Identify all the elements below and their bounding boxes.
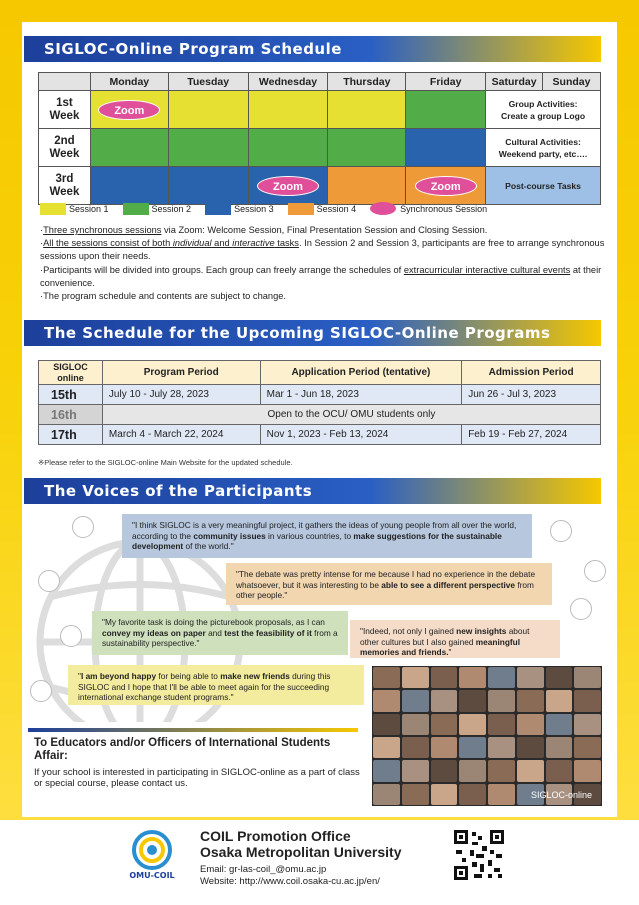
q4-b: new insights (456, 626, 507, 636)
w1-thursday (328, 91, 406, 129)
legend-swatch (288, 203, 314, 215)
photo-tile (459, 667, 486, 688)
legend-label: Session 4 (316, 203, 357, 214)
week-1-label (39, 91, 91, 129)
photo-tile (546, 690, 573, 711)
educators-text: If your school is interested in participating in SIGLOC-online as a part of class or special course, please contact us. (34, 767, 360, 789)
q2-b: able to see a different perspective (381, 579, 516, 590)
q5-f: " (230, 692, 234, 703)
legend-session-1 (40, 203, 109, 215)
photo-tile (402, 714, 429, 735)
footer-email[interactable]: Email: gr-las-coil_@omu.ac.jp (200, 864, 327, 875)
w3-monday (90, 167, 168, 205)
edition-17: 17th (39, 425, 103, 445)
person-icon (72, 516, 94, 538)
q1-e: of the world." (183, 541, 234, 552)
zoom-badge: Zoom (257, 176, 319, 196)
days-header-row (39, 73, 601, 91)
week-1-word: Week (49, 109, 80, 122)
note-4-text: The program schedule and contents are subject to change. (43, 291, 287, 302)
program-period-17: March 4 - March 22, 2024 (102, 425, 260, 445)
week-1-row (39, 91, 601, 129)
educators-divider (28, 728, 358, 732)
q2-c: from other people." (236, 579, 534, 601)
photo-tile (574, 760, 601, 781)
note-3-b: at their convenience. (40, 264, 602, 288)
quote-bubble-1 (122, 514, 532, 558)
day-friday: Friday (406, 73, 486, 91)
q5-b: I am beyond happy (80, 671, 157, 681)
zoom-badge: Zoom (98, 100, 160, 120)
footer-title (200, 828, 402, 860)
q4-e: " (448, 647, 452, 658)
q3-e: from a sustainability perspective." (102, 627, 338, 649)
photo-tile (459, 784, 486, 805)
note-3-a: Participants will be divided into groups. Each group can freely arrange the schedules of (43, 264, 404, 275)
day-wednesday: Wednesday (248, 73, 328, 91)
quote-bubble-5 (68, 665, 364, 705)
corner-cell (39, 73, 91, 91)
photo-tile (402, 760, 429, 781)
table-row (39, 385, 601, 405)
w1-wednesday (248, 91, 328, 129)
q4-a: "Indeed, not only I gained (360, 626, 457, 636)
photo-tile (546, 737, 573, 758)
photo-tile (373, 784, 400, 805)
w3-thursday (328, 167, 406, 205)
w2-wednesday (248, 129, 328, 167)
educators-box (34, 737, 364, 789)
photo-tile (373, 737, 400, 758)
day-monday: Monday (90, 73, 168, 91)
person-icon (60, 625, 82, 647)
person-icon (38, 570, 60, 592)
quote-bubble-3 (92, 611, 348, 655)
legend-oval (370, 202, 396, 215)
person-icon (584, 560, 606, 582)
legend-session-4 (288, 203, 357, 215)
note-1-text: via Zoom: Welcome Session, Final Presentation Session and Closing Session. (161, 225, 488, 235)
w2-weekend-line2: Weekend party, etc…. (498, 148, 588, 159)
zoom-badge: Zoom (415, 176, 477, 196)
note-2-a: All the sessions consist of both (43, 238, 173, 249)
footer-office: COIL Promotion Office (200, 828, 351, 844)
photo-tile (402, 667, 429, 688)
w1-friday (406, 91, 486, 129)
photo-tile (373, 667, 400, 688)
q3-d: test the feasibility of it (224, 627, 312, 638)
legend-swatch (123, 203, 149, 215)
note-1: ·Three synchronous sessions via Zoom: Welcome Session, Final Presentation Session and Closing Session. (40, 225, 488, 235)
photo-tile (431, 690, 458, 711)
legend-label: Session 2 (151, 203, 192, 214)
q4-c: about other cultures but I also gained (360, 626, 530, 647)
w2-tuesday (168, 129, 248, 167)
section-title-upcoming: The Schedule for the Upcoming SIGLOC-Online Programs (24, 320, 601, 346)
table-row (39, 405, 601, 425)
week-2-row (39, 129, 601, 167)
section-title-voices: The Voices of the Participants (24, 478, 601, 504)
session-legend (40, 202, 497, 215)
week-2-word: Week (49, 147, 80, 160)
photo-tile (574, 667, 601, 688)
photo-tile (517, 667, 544, 688)
w3-tuesday (168, 167, 248, 205)
header-sigloc (39, 361, 103, 385)
legend-session-3 (205, 203, 274, 215)
day-saturday: Saturday (486, 73, 543, 91)
header-application-period: Application Period (tentative) (260, 361, 462, 385)
photo-tile (488, 784, 515, 805)
photo-tile (546, 714, 573, 735)
w1-tuesday (168, 91, 248, 129)
week-2-label (39, 129, 91, 167)
photo-tile (574, 714, 601, 735)
w3-wednesday (248, 167, 328, 205)
edition-16-note: Open to the OCU/ OMU students only (102, 405, 600, 425)
photo-tile (517, 690, 544, 711)
upcoming-header-row (39, 361, 601, 385)
footer-contact (200, 864, 380, 888)
q5-c: for being able to (156, 671, 221, 681)
quote-bubble-4 (350, 620, 560, 658)
photo-tile (373, 690, 400, 711)
week-1-num: 1st (56, 96, 73, 109)
week-3-label (39, 167, 91, 205)
week-2-num: 2nd (54, 134, 75, 147)
photo-tile (488, 714, 515, 735)
week-3-row (39, 167, 601, 205)
header-sigloc-l1: SIGLOC (53, 361, 88, 372)
person-icon (570, 598, 592, 620)
legend-label: Session 1 (69, 203, 109, 214)
q2-a: "The debate was pretty intense for me because I had no experience in the debate whatsoever, but it was interesting to be (236, 569, 536, 590)
photo-tile (488, 667, 515, 688)
w3-weekend: Post-course Tasks (486, 167, 601, 205)
footer-website[interactable]: Website: http://www.coil.osaka-cu.ac.jp/en/ (200, 876, 380, 887)
photo-tile (459, 760, 486, 781)
q1-c: in various countries, to (265, 530, 354, 541)
legend-swatch (205, 203, 231, 215)
photo-tile (488, 760, 515, 781)
photo-tile (402, 690, 429, 711)
q3-c: and (205, 627, 225, 638)
q3-a: "My favorite task is doing the picturebook proposals, as I can (102, 617, 325, 627)
note-2-and: and (211, 238, 233, 249)
legend-session-2 (123, 203, 192, 215)
q5-e: during this SIGLOC and I hope that I'll be able to meet again for the succeeding international exchange student programs. (78, 671, 331, 703)
upcoming-footnote: ※Please refer to the SIGLOC-online Main Website for the updated schedule. (38, 458, 293, 467)
note-1-underlined: Three synchronous sessions (43, 225, 162, 235)
w1-weekend (486, 91, 601, 129)
table-row (39, 425, 601, 445)
admission-period-17: Feb 19 - Feb 27, 2024 (462, 425, 601, 445)
photo-label: SIGLOC-online (530, 790, 592, 800)
quote-bubble-2 (226, 563, 552, 605)
w1-weekend-line2: Create a group Logo (501, 110, 586, 121)
photo-tile (546, 760, 573, 781)
photo-tile (373, 714, 400, 735)
edition-15: 15th (39, 385, 103, 405)
educators-title: To Educators and/or Officers of International Students Affair: (34, 737, 331, 762)
w1-monday (90, 91, 168, 129)
photo-tile (431, 784, 458, 805)
week-3-word: Week (49, 185, 80, 198)
photo-tile (517, 714, 544, 735)
participants-photo (372, 666, 602, 806)
legend-sync (370, 202, 487, 215)
edition-16: 16th (39, 405, 103, 425)
w2-weekend-line1: Cultural Activities: (505, 136, 581, 147)
photo-tile (574, 737, 601, 758)
logo-text: OMU-COIL (129, 871, 175, 880)
day-sunday: Sunday (543, 73, 601, 91)
note-2-tasks: tasks (274, 238, 299, 249)
upcoming-programs-table (38, 360, 601, 445)
application-period-15: Mar 1 - Jun 18, 2023 (260, 385, 462, 405)
photo-tile (402, 737, 429, 758)
legend-label: Session 3 (234, 203, 274, 214)
qr-code[interactable] (454, 830, 504, 880)
w1-weekend-line1: Group Activities: (508, 98, 578, 109)
day-tuesday: Tuesday (168, 73, 248, 91)
photo-tile (517, 737, 544, 758)
header-sigloc-l2: online (57, 372, 84, 383)
photo-tile (373, 760, 400, 781)
note-3: ·Participants will be divided into groups. Each group can freely arrange the schedules of extracurricular interactive cultural events at their convenience. (40, 264, 602, 288)
day-thursday: Thursday (328, 73, 406, 91)
q1-b: community issues (193, 530, 266, 541)
photo-tile (431, 760, 458, 781)
w3-friday (406, 167, 486, 205)
photo-tile (488, 737, 515, 758)
q1-a: "I think SIGLOC is a very meaningful project, it gathers the ideas of young people from all over the world, according to the (132, 520, 517, 541)
photo-tile (402, 784, 429, 805)
program-period-15: July 10 - July 28, 2023 (102, 385, 260, 405)
legend-swatch (40, 203, 66, 215)
note-2-underlined (43, 238, 299, 248)
photo-tile (546, 667, 573, 688)
admission-period-15: Jun 26 - Jul 3, 2023 (462, 385, 601, 405)
q5-d: make new friends (220, 671, 290, 681)
header-program-period: Program Period (102, 361, 260, 385)
photo-tile (574, 690, 601, 711)
omu-coil-logo (126, 828, 178, 888)
person-icon (30, 680, 52, 702)
note-2-text: . In Session 2 and Session 3, participants are free to arrange synchronous sessions upon their needs. (40, 238, 605, 262)
note-4: ·The program schedule and contents are subject to change. (40, 291, 287, 302)
w2-weekend (486, 129, 601, 167)
photo-tile (431, 667, 458, 688)
footer-university: Osaka Metropolitan University (200, 844, 402, 860)
photo-tile (431, 714, 458, 735)
program-schedule-table (38, 72, 601, 205)
note-2-individual: individual (172, 238, 212, 249)
photo-tile (488, 690, 515, 711)
w2-friday (406, 129, 486, 167)
schedule-notes (40, 224, 605, 303)
q5-a: " (78, 671, 81, 681)
w2-thursday (328, 129, 406, 167)
note-2-interactive: interactive (232, 238, 275, 249)
header-admission-period: Admission Period (462, 361, 601, 385)
photo-tile (517, 760, 544, 781)
note-2: ·All the sessions consist of both individual and interactive tasks. In Session 2 and Session 3, participants are free to arrange synchronous sessions upon their needs. (40, 238, 605, 262)
q1-d: make suggestions for the sustainable development (132, 530, 502, 552)
section-title-schedule: SIGLOC-Online Program Schedule (24, 36, 601, 62)
note-3-underlined: extracurricular interactive cultural events (403, 264, 571, 275)
photo-tile (431, 737, 458, 758)
week-3-num: 3rd (55, 172, 74, 185)
photo-tile (459, 714, 486, 735)
legend-label: Synchronous Session (400, 203, 488, 214)
w2-monday (90, 129, 168, 167)
photo-tile (459, 737, 486, 758)
q3-b: convey my ideas on paper (102, 627, 206, 638)
photo-tile (459, 690, 486, 711)
application-period-17: Nov 1, 2023 - Feb 13, 2024 (260, 425, 462, 445)
person-icon (550, 520, 572, 542)
q4-d: meaningful memories and friends. (360, 636, 521, 658)
